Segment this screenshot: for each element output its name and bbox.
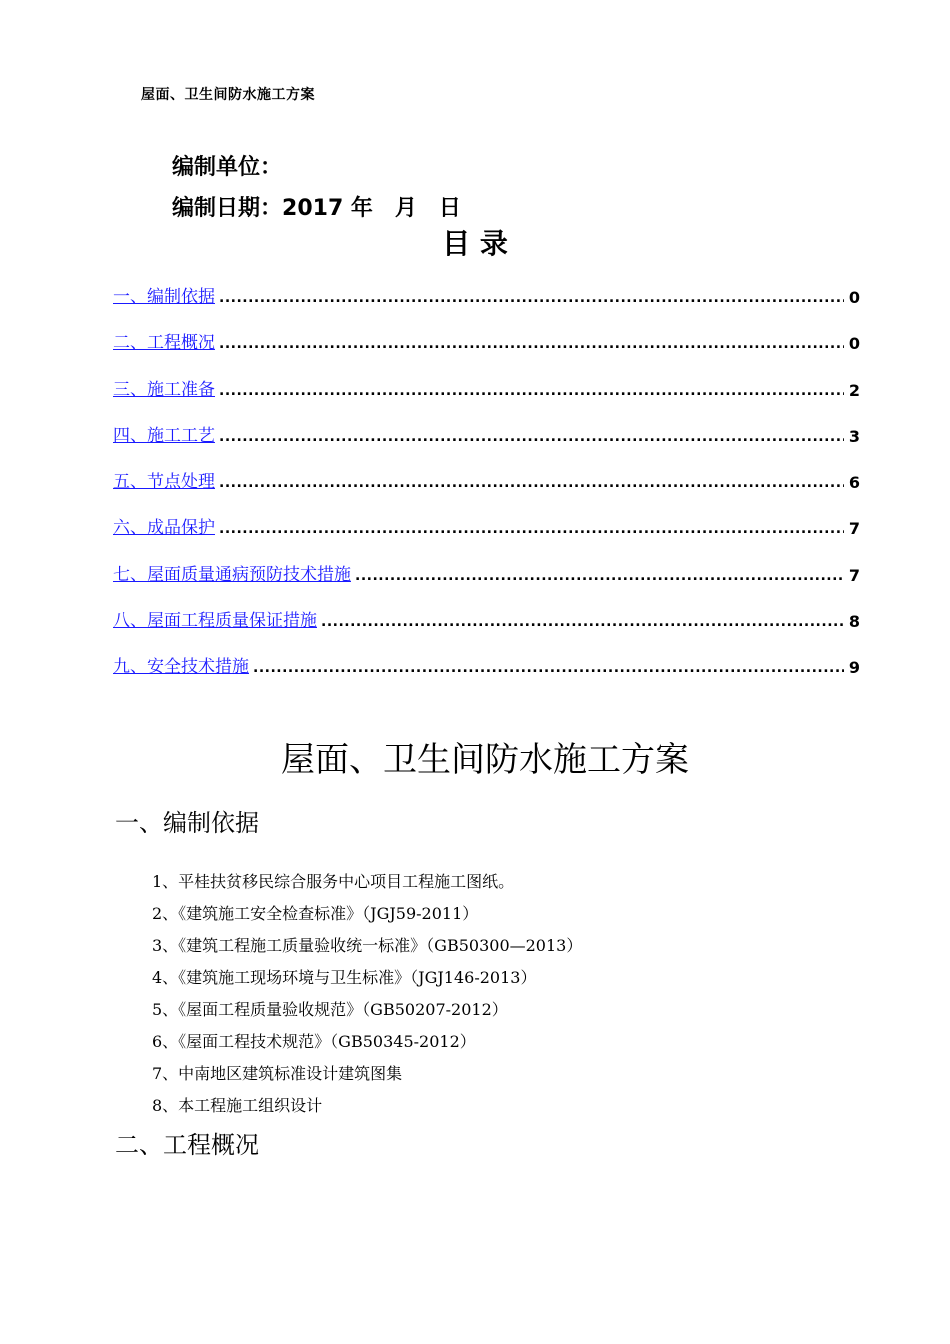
compiling-date-day: 日 <box>438 196 461 221</box>
toc-page-number: 0 <box>848 288 860 307</box>
toc-page-number: 7 <box>848 519 860 539</box>
toc-entry <box>113 280 860 326</box>
toc-entry <box>113 373 860 419</box>
basis-list <box>152 866 582 1122</box>
table-of-contents <box>113 280 860 697</box>
list-item: 1、平桂扶贫移民综合服务中心项目工程施工图纸。 <box>152 872 515 891</box>
toc-dot-leader <box>321 604 844 640</box>
list-item: 3、《建筑工程施工质量验收统一标准》（GB50300—2013） <box>152 936 583 955</box>
toc-entry <box>113 326 860 372</box>
document-title: 屋面、卫生间防水施工方案 <box>281 740 689 780</box>
toc-dot-leader <box>219 326 844 362</box>
list-item: 6、《屋面工程技术规范》（GB50345-2012） <box>152 1032 476 1051</box>
toc-page-number: 9 <box>848 658 860 678</box>
toc-link[interactable]: 五、节点处理 <box>113 472 215 493</box>
toc-link[interactable]: 八、屋面工程质量保证措施 <box>113 611 317 632</box>
header-title: 屋面、卫生间防水施工方案 <box>141 87 315 103</box>
toc-dot-leader <box>253 650 844 686</box>
toc-link[interactable]: 六、成品保护 <box>113 518 215 539</box>
list-item: 7、中南地区建筑标准设计建筑图集 <box>152 1064 403 1083</box>
toc-page-number: 2 <box>848 380 860 400</box>
toc-entry <box>113 419 860 465</box>
list-item: 8、本工程施工组织设计 <box>152 1096 323 1115</box>
toc-entry <box>113 604 860 650</box>
toc-entry <box>113 650 860 696</box>
toc-dot-leader <box>219 511 844 547</box>
list-item: 2、《建筑施工安全检查标准》（JGJ59-2011） <box>152 904 479 923</box>
toc-link[interactable]: 二、工程概况 <box>113 333 215 354</box>
toc-dot-leader <box>355 558 844 594</box>
toc-link[interactable]: 三、施工准备 <box>113 379 215 400</box>
section-heading-overview: 二、工程概况 <box>115 1131 259 1159</box>
toc-link[interactable]: 四、施工工艺 <box>113 425 215 446</box>
compiling-date-line <box>172 191 461 222</box>
toc-page-number: 3 <box>848 426 860 446</box>
toc-dot-leader <box>219 419 844 455</box>
toc-dot-leader <box>219 373 844 409</box>
toc-entry <box>113 511 860 557</box>
toc-entry <box>113 465 860 511</box>
toc-page-number: 0 <box>848 334 860 354</box>
list-item: 5、《屋面工程质量验收规范》（GB50207-2012） <box>152 1000 508 1019</box>
compiling-unit-label: 编制单位： <box>172 155 283 180</box>
toc-page-number: 7 <box>848 565 860 585</box>
compiling-unit-line <box>172 150 282 181</box>
compiling-date-label: 编制日期： <box>172 196 283 221</box>
toc-link[interactable]: 九、安全技术措施 <box>113 657 249 678</box>
section-heading-basis: 一、编制依据 <box>115 809 259 837</box>
toc-dot-leader <box>219 465 844 501</box>
toc-entry <box>113 558 860 604</box>
list-item: 4、《建筑施工现场环境与卫生标准》（JGJ146-2013） <box>152 968 537 987</box>
compiling-date-year: 2017 年 <box>282 196 373 221</box>
toc-page-number: 8 <box>848 612 860 632</box>
compiling-date-month: 月 <box>394 196 417 221</box>
toc-dot-leader <box>219 280 844 316</box>
toc-page-number: 6 <box>848 473 860 493</box>
toc-link[interactable]: 一、编制依据 <box>113 287 215 307</box>
toc-heading: 目 录 <box>442 227 508 260</box>
toc-link[interactable]: 七、屋面质量通病预防技术措施 <box>113 564 351 585</box>
